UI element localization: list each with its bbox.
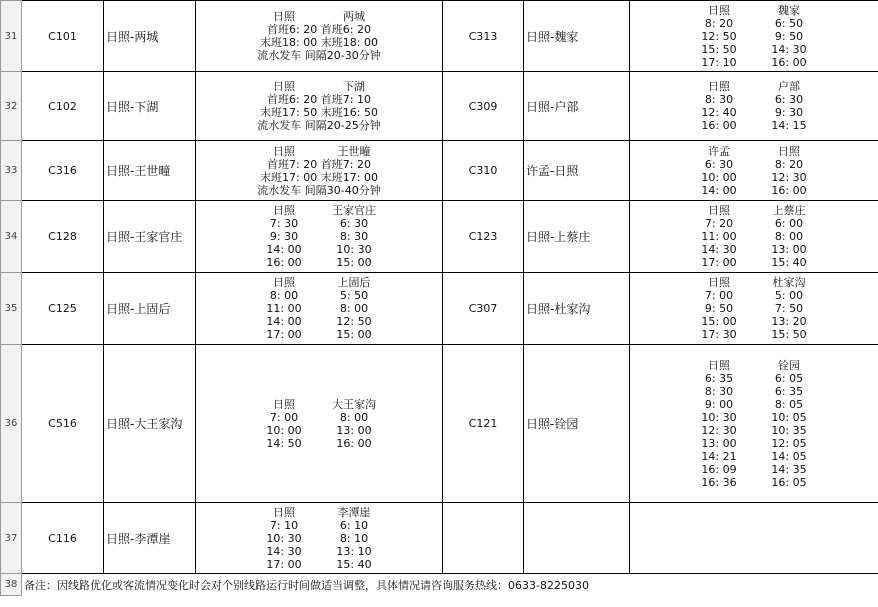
departure-time: 16: 09 bbox=[701, 462, 737, 476]
table-row bbox=[1, 503, 878, 574]
departure-time: 6: 35 bbox=[774, 384, 804, 398]
departure-time: 9: 50 bbox=[704, 302, 734, 315]
terminal-name: 杜家沟 bbox=[772, 276, 806, 289]
schedule-cell bbox=[630, 72, 878, 141]
departure-time: 14: 30 bbox=[266, 544, 302, 558]
departure-time: 14: 21 bbox=[701, 449, 737, 463]
departure-time: 8: 20 bbox=[774, 157, 804, 171]
schedule-grid bbox=[196, 506, 442, 571]
schedule-grid bbox=[196, 10, 442, 23]
schedule-grid bbox=[196, 276, 442, 341]
departure-time: 10: 30 bbox=[336, 243, 372, 256]
schedule-cell bbox=[196, 141, 443, 201]
departure-time: 12: 05 bbox=[771, 436, 807, 450]
table-row bbox=[1, 141, 878, 201]
schedule-grid bbox=[630, 359, 878, 489]
departure-time: 5: 00 bbox=[774, 289, 804, 302]
schedule-line: 末班17: 00 末班17: 00 bbox=[260, 170, 378, 184]
departure-time: 7: 00 bbox=[269, 410, 299, 424]
terminal-name: 日照 bbox=[273, 80, 295, 93]
schedule-cell bbox=[196, 345, 443, 503]
departure-time: 7: 50 bbox=[774, 302, 804, 315]
departure-time: 17: 10 bbox=[701, 55, 737, 69]
departure-time: 6: 00 bbox=[774, 217, 804, 230]
departure-time: 13: 10 bbox=[336, 544, 372, 558]
row-number: 31 bbox=[1, 1, 22, 72]
schedule-line: 流水发车 间隔30-40分钟 bbox=[257, 183, 381, 197]
line-code: C102 bbox=[22, 72, 104, 141]
departure-time: 8: 30 bbox=[339, 230, 369, 243]
departure-time: 6: 50 bbox=[774, 16, 804, 30]
schedule-grid bbox=[630, 4, 878, 69]
departure-time: 7: 20 bbox=[704, 217, 734, 230]
departure-time: 7: 30 bbox=[269, 217, 299, 230]
departure-time: 13: 00 bbox=[771, 243, 807, 256]
departure-time: 15: 40 bbox=[771, 256, 807, 269]
terminal-name: 上蔡庄 bbox=[772, 204, 806, 217]
departure-time: 10: 30 bbox=[266, 531, 302, 545]
schedule-cell bbox=[630, 141, 878, 201]
departure-time: 15: 00 bbox=[336, 328, 372, 341]
table-row bbox=[1, 201, 878, 273]
departure-time: 13: 20 bbox=[771, 315, 807, 328]
terminal-name: 王家官庄 bbox=[332, 204, 376, 217]
line-code: C121 bbox=[443, 345, 524, 503]
terminal-name: 日照 bbox=[708, 3, 730, 17]
departure-time: 12: 30 bbox=[771, 170, 807, 184]
departure-time: 16: 00 bbox=[771, 55, 807, 69]
line-code: C123 bbox=[443, 201, 524, 273]
footer-row bbox=[1, 574, 878, 596]
departure-time: 13: 00 bbox=[336, 423, 372, 437]
terminal-name: 日照 bbox=[708, 204, 730, 217]
schedule-cell bbox=[196, 1, 443, 72]
schedule-grid bbox=[630, 80, 878, 132]
schedule-line: 末班18: 00 末班18: 00 bbox=[260, 36, 378, 49]
departure-time: 6: 05 bbox=[774, 371, 804, 385]
departure-time: 9: 50 bbox=[774, 29, 804, 43]
row-number: 36 bbox=[1, 345, 22, 503]
line-code: C307 bbox=[443, 273, 524, 345]
line-code: C125 bbox=[22, 273, 104, 345]
departure-time: 6: 30 bbox=[339, 217, 369, 230]
route-name: 日照-魏家 bbox=[524, 1, 630, 72]
row-number: 32 bbox=[1, 72, 22, 141]
schedule-grid bbox=[196, 80, 442, 93]
terminal-name: 户部 bbox=[778, 80, 800, 93]
row-number: 34 bbox=[1, 201, 22, 273]
route-name: 日照-两城 bbox=[104, 1, 196, 72]
departure-time: 9: 00 bbox=[704, 397, 734, 411]
line-code: C310 bbox=[443, 141, 524, 201]
departure-time: 17: 00 bbox=[701, 256, 737, 269]
departure-time: 10: 05 bbox=[771, 410, 807, 424]
departure-time: 6: 30 bbox=[704, 157, 734, 171]
schedule-grid bbox=[630, 204, 878, 269]
schedule-cell bbox=[630, 503, 878, 574]
departure-time: 17: 00 bbox=[266, 557, 302, 571]
terminal-name: 大王家沟 bbox=[332, 397, 376, 411]
terminal-name: 许孟 bbox=[708, 144, 730, 158]
terminal-name: 日照 bbox=[708, 276, 730, 289]
departure-time: 16: 36 bbox=[701, 475, 737, 489]
schedule-cell bbox=[196, 72, 443, 141]
departure-time: 8: 05 bbox=[774, 397, 804, 411]
departure-time: 9: 30 bbox=[269, 230, 299, 243]
route-name: 日照-下湖 bbox=[104, 72, 196, 141]
departure-time: 8: 10 bbox=[339, 531, 369, 545]
departure-time: 5: 50 bbox=[339, 289, 369, 302]
terminal-name: 日照 bbox=[273, 276, 295, 289]
departure-time: 8: 30 bbox=[704, 384, 734, 398]
departure-time: 8: 00 bbox=[339, 410, 369, 424]
schedule-grid bbox=[630, 145, 878, 197]
line-code: C116 bbox=[22, 503, 104, 574]
terminal-name: 日照 bbox=[273, 505, 295, 519]
departure-time: 14: 05 bbox=[771, 449, 807, 463]
terminal-name: 下湖 bbox=[343, 80, 365, 93]
terminal-name: 日照 bbox=[708, 358, 730, 372]
route-name: 日照-李潭崖 bbox=[104, 503, 196, 574]
departure-time: 10: 00 bbox=[701, 170, 737, 184]
schedule-cell bbox=[630, 201, 878, 273]
table-row bbox=[1, 72, 878, 141]
line-code: C313 bbox=[443, 1, 524, 72]
departure-time: 8: 00 bbox=[774, 230, 804, 243]
row-number: 33 bbox=[1, 141, 22, 201]
terminal-name: 铨园 bbox=[778, 358, 800, 372]
route-name: 日照-上蔡庄 bbox=[524, 201, 630, 273]
terminal-name: 日照 bbox=[778, 144, 800, 158]
schedule-line: 流水发车 间隔20-25分钟 bbox=[257, 119, 381, 132]
departure-time: 11: 00 bbox=[701, 230, 737, 243]
departure-time: 15: 50 bbox=[701, 42, 737, 56]
schedule-grid bbox=[196, 204, 442, 269]
row-number: 38 bbox=[1, 574, 22, 596]
departure-time: 14: 15 bbox=[771, 119, 807, 132]
route-name: 日照-铨园 bbox=[524, 345, 630, 503]
terminal-name: 李潭崖 bbox=[337, 505, 371, 519]
table-row bbox=[1, 1, 878, 72]
route-name: 日照-王家官庄 bbox=[104, 201, 196, 273]
departure-time: 7: 00 bbox=[704, 289, 734, 302]
terminal-name: 两城 bbox=[343, 10, 365, 23]
departure-time: 15: 40 bbox=[336, 557, 372, 571]
departure-time: 10: 35 bbox=[771, 423, 807, 437]
departure-time: 12: 50 bbox=[701, 29, 737, 43]
route-name: 许孟-日照 bbox=[524, 141, 630, 201]
departure-time: 16: 00 bbox=[266, 256, 302, 269]
departure-time: 11: 00 bbox=[266, 302, 302, 315]
schedule-cell bbox=[196, 503, 443, 574]
terminal-name: 王世疃 bbox=[337, 144, 371, 158]
schedule-line: 首班6: 20 首班7: 10 bbox=[267, 93, 371, 106]
schedule-cell bbox=[630, 273, 878, 345]
departure-time: 13: 00 bbox=[701, 436, 737, 450]
departure-time: 14: 30 bbox=[771, 42, 807, 56]
departure-time: 15: 00 bbox=[701, 315, 737, 328]
departure-time: 14: 00 bbox=[701, 183, 737, 197]
departure-time: 16: 00 bbox=[701, 119, 737, 132]
departure-time: 8: 00 bbox=[269, 289, 299, 302]
terminal-name: 魏家 bbox=[778, 3, 800, 17]
line-code: C309 bbox=[443, 72, 524, 141]
terminal-name: 日照 bbox=[273, 144, 295, 158]
departure-time: 10: 30 bbox=[701, 410, 737, 424]
route-name: 日照-杜家沟 bbox=[524, 273, 630, 345]
schedule-cell bbox=[196, 201, 443, 273]
route-name bbox=[524, 503, 630, 574]
line-code: C516 bbox=[22, 345, 104, 503]
schedule-cell bbox=[630, 1, 878, 72]
departure-time: 15: 50 bbox=[771, 328, 807, 341]
departure-time: 8: 00 bbox=[339, 302, 369, 315]
terminal-name: 日照 bbox=[273, 204, 295, 217]
schedule-cell bbox=[630, 345, 878, 503]
departure-time: 6: 10 bbox=[339, 518, 369, 532]
departure-time: 15: 00 bbox=[336, 256, 372, 269]
table-row bbox=[1, 345, 878, 503]
terminal-name: 日照 bbox=[708, 80, 730, 93]
departure-time: 17: 00 bbox=[266, 328, 302, 341]
row-number: 37 bbox=[1, 503, 22, 574]
terminal-name: 日照 bbox=[273, 10, 295, 23]
line-code: C101 bbox=[22, 1, 104, 72]
departure-time: 16: 00 bbox=[771, 183, 807, 197]
line-code bbox=[443, 503, 524, 574]
departure-time: 12: 40 bbox=[701, 106, 737, 119]
departure-time: 14: 00 bbox=[266, 243, 302, 256]
route-name: 日照-户部 bbox=[524, 72, 630, 141]
departure-time: 14: 35 bbox=[771, 462, 807, 476]
schedule-line: 末班17: 50 末班16: 50 bbox=[260, 106, 378, 119]
route-name: 日照-上固后 bbox=[104, 273, 196, 345]
line-code: C316 bbox=[22, 141, 104, 201]
schedule-grid bbox=[630, 276, 878, 341]
schedule-cell bbox=[196, 273, 443, 345]
departure-time: 6: 35 bbox=[704, 371, 734, 385]
departure-time: 14: 50 bbox=[266, 436, 302, 450]
departure-time: 16: 00 bbox=[336, 436, 372, 450]
departure-time: 8: 20 bbox=[704, 16, 734, 30]
schedule-line: 首班7: 20 首班7: 20 bbox=[267, 157, 371, 171]
departure-time: 10: 00 bbox=[266, 423, 302, 437]
route-name: 日照-王世疃 bbox=[104, 141, 196, 201]
schedule-grid bbox=[196, 398, 442, 450]
departure-time: 17: 30 bbox=[701, 328, 737, 341]
terminal-name: 上固后 bbox=[337, 276, 371, 289]
departure-time: 8: 30 bbox=[704, 93, 734, 106]
schedule-line: 流水发车 间隔20-30分钟 bbox=[257, 49, 381, 62]
row-number: 35 bbox=[1, 273, 22, 345]
footer-note: 备注：因线路优化或客流情况变化时会对个别线路运行时间做适当调整，具体情况请咨询服务热线：0633-8225030 bbox=[24, 578, 589, 592]
table-row bbox=[1, 273, 878, 345]
schedule-grid bbox=[196, 145, 442, 158]
departure-time: 12: 30 bbox=[701, 423, 737, 437]
departure-time: 12: 50 bbox=[336, 315, 372, 328]
departure-time: 14: 00 bbox=[266, 315, 302, 328]
line-code: C128 bbox=[22, 201, 104, 273]
terminal-name: 日照 bbox=[273, 397, 295, 411]
departure-time: 6: 30 bbox=[774, 93, 804, 106]
route-name: 日照-大王家沟 bbox=[104, 345, 196, 503]
schedule-line: 首班6: 20 首班6: 20 bbox=[267, 23, 371, 36]
departure-time: 9: 30 bbox=[774, 106, 804, 119]
departure-time: 16: 05 bbox=[771, 475, 807, 489]
departure-time: 7: 10 bbox=[269, 518, 299, 532]
departure-time: 14: 30 bbox=[701, 243, 737, 256]
